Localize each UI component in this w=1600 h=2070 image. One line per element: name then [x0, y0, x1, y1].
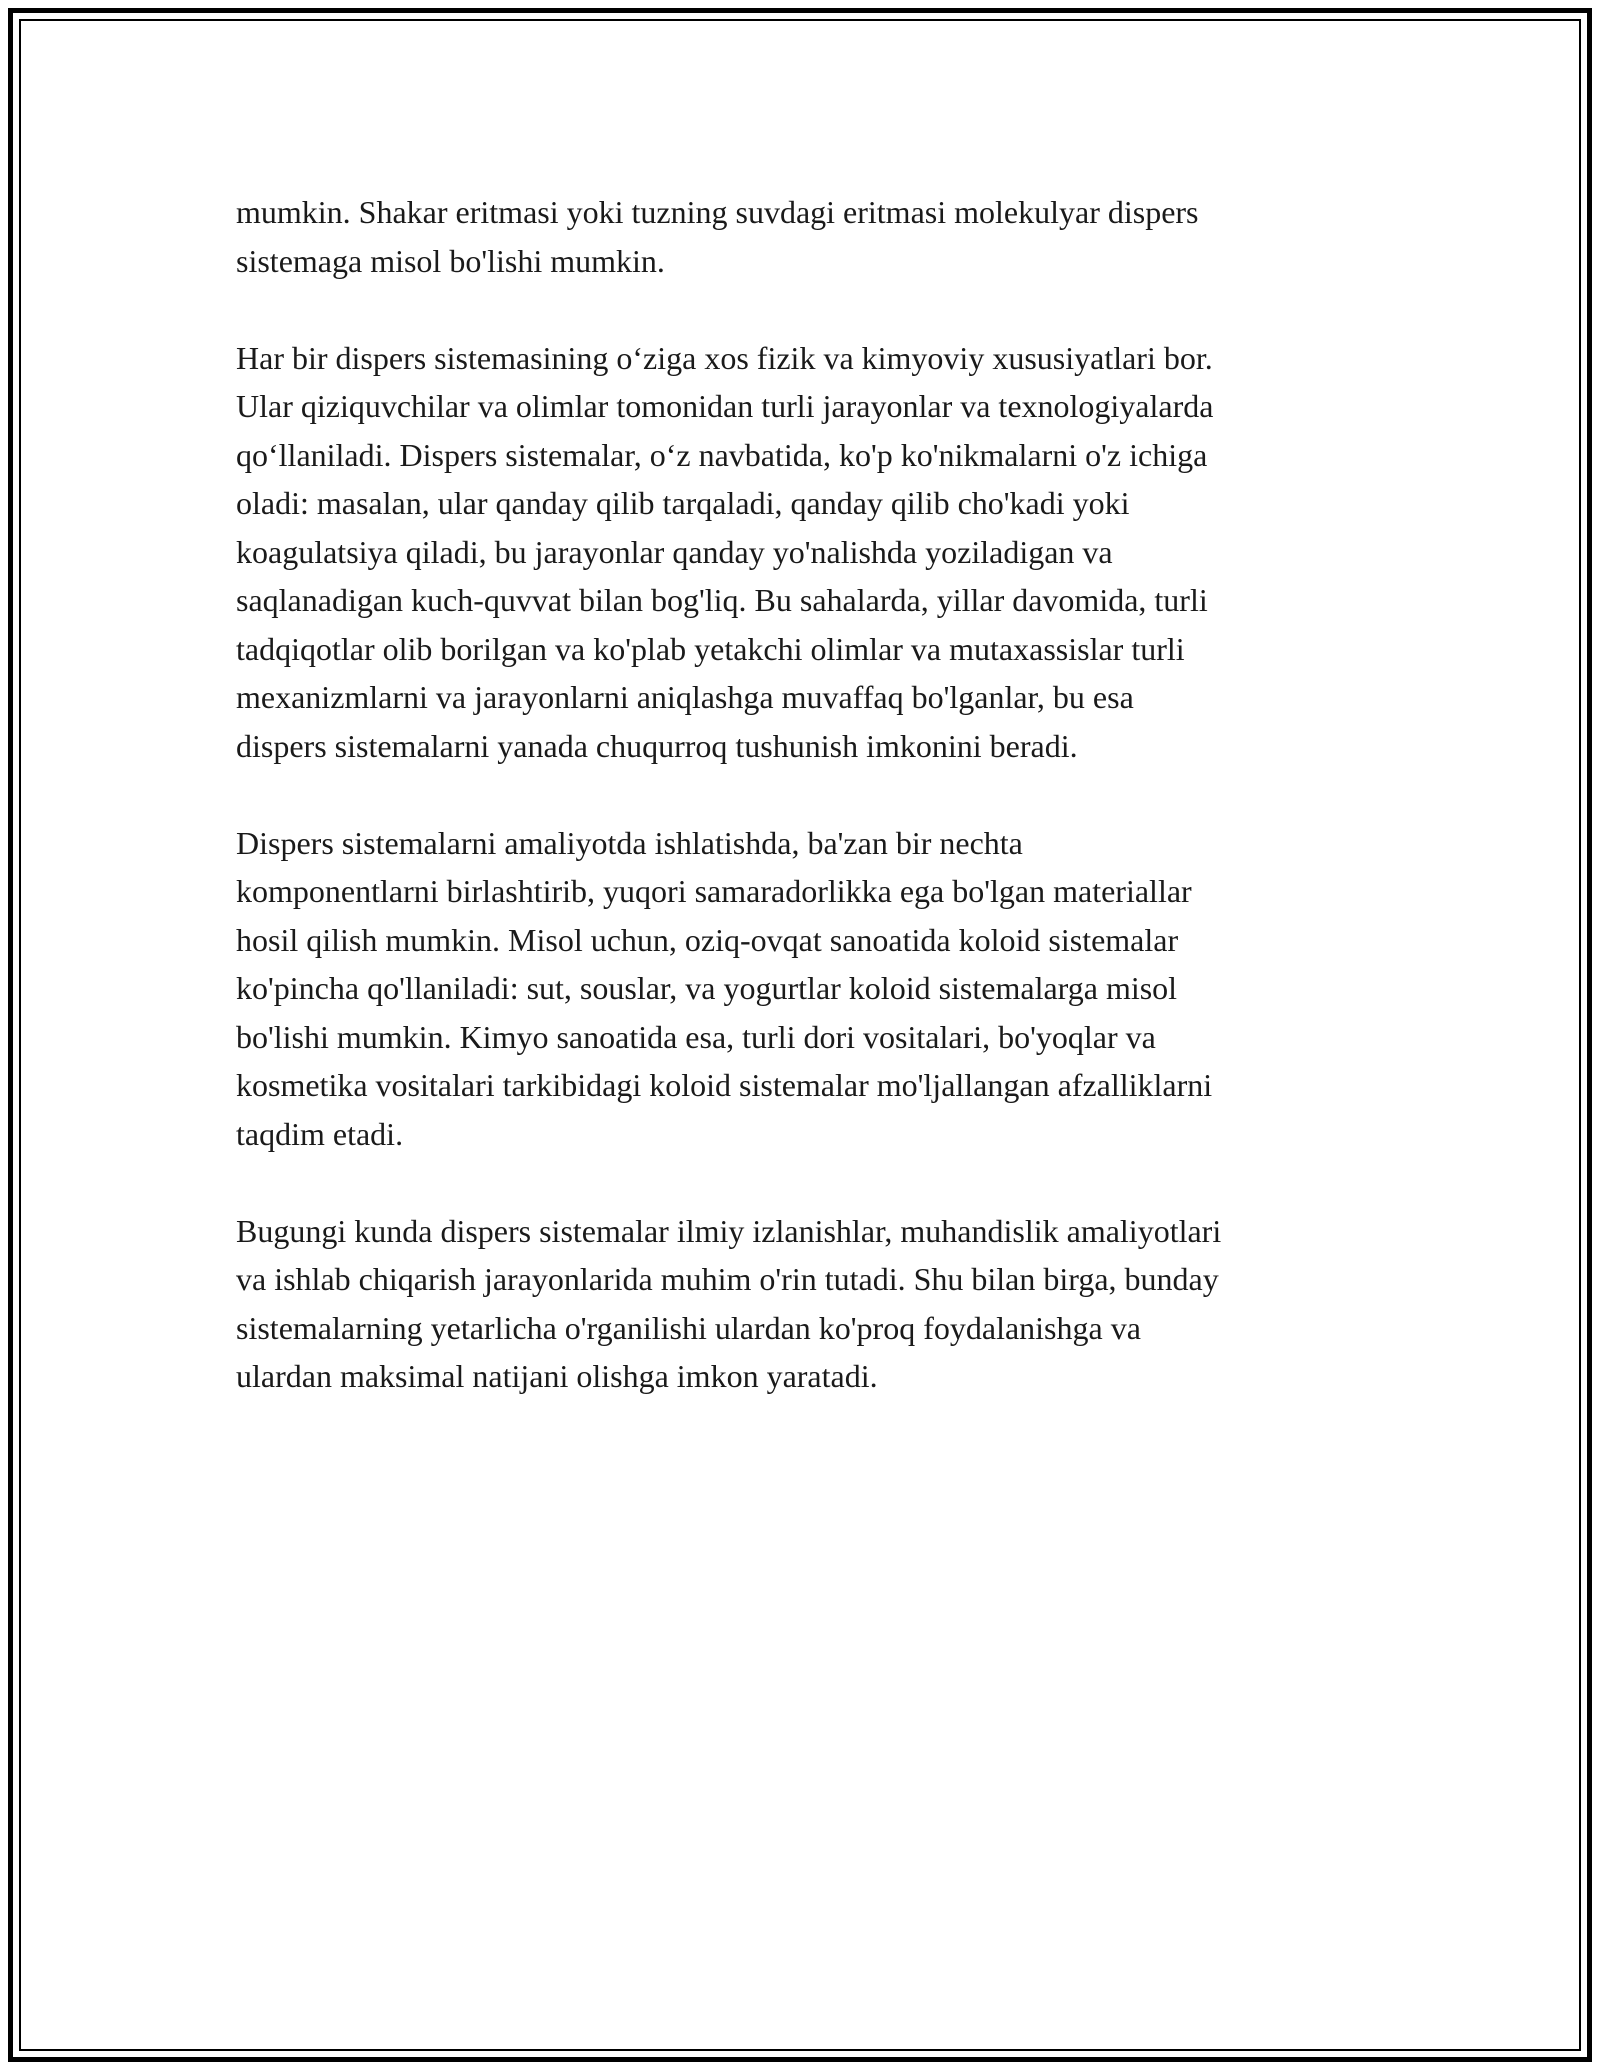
paragraph-continuation: mumkin. Shakar eritmasi yoki tuzning suvdagi eritmasi molekulyar dispers sistemaga misol bo'lishi mumkin. [236, 194, 1199, 279]
document-body [236, 188, 1386, 1449]
paragraph-conclusion: Bugungi kunda dispers sistemalar ilmiy izlanishlar, muhandislik amaliyotlari va ishlab chiqarish jarayonlarida muhim o'rin tutadi. Shu bilan birga, bunday sistemalarning yetarlicha o'rganilishi ulardan ko'proq foydalanishga va ulardan maksimal natijani olishga imkon yaratadi. [236, 1212, 1222, 1394]
paragraph-applications: Dispers sistemalarni amaliyotda ishlatishda, ba'zan bir nechta komponentlarni birlashtirib, yuqori samaradorlikka ega bo'lgan materiallar hosil qilish mumkin. Misol uchun, oziq-ovqat sanoatida koloid sistemalar ko'pincha qo'llaniladi: sut, souslar, va yogurtlar koloid sistemalarga misol bo'lishi mumkin. Kimyo sanoatida esa, turli dori vositalari, bo'yoqlar va kosmetika vositalari tarkibidagi koloid sistemalar mo'ljallangan afzalliklarni taqdim etadi. [236, 824, 1213, 1152]
paragraph-properties: Har bir dispers sistemasining o‘ziga xos fizik va kimyoviy xususiyatlari bor. Ular qiziquvchilar va olimlar tomonidan turli jarayonlar va texnologiyalarda qo‘llaniladi. Dispers sistemalar, o‘z navbatida, ko'p ko'nikmalarni o'z ichiga oladi: masalan, ular qanday qilib tarqaladi, qanday qilib cho'kadi yoki koagulatsiya qiladi, bu jarayonlar qanday yo'nalishda yoziladigan va saqlanadigan kuch-quvvat bilan bog'liq. Bu sahalarda, yillar davomida, turli tadqiqotlar olib borilgan va ko'plab yetakchi olimlar va mutaxassislar turli mexanizmlarni va jarayonlarni aniqlashga muvaffaq bo'lganlar, bu esa dispers sistemalarni yanada chuqurroq tushunish imkonini beradi. [236, 339, 1214, 764]
